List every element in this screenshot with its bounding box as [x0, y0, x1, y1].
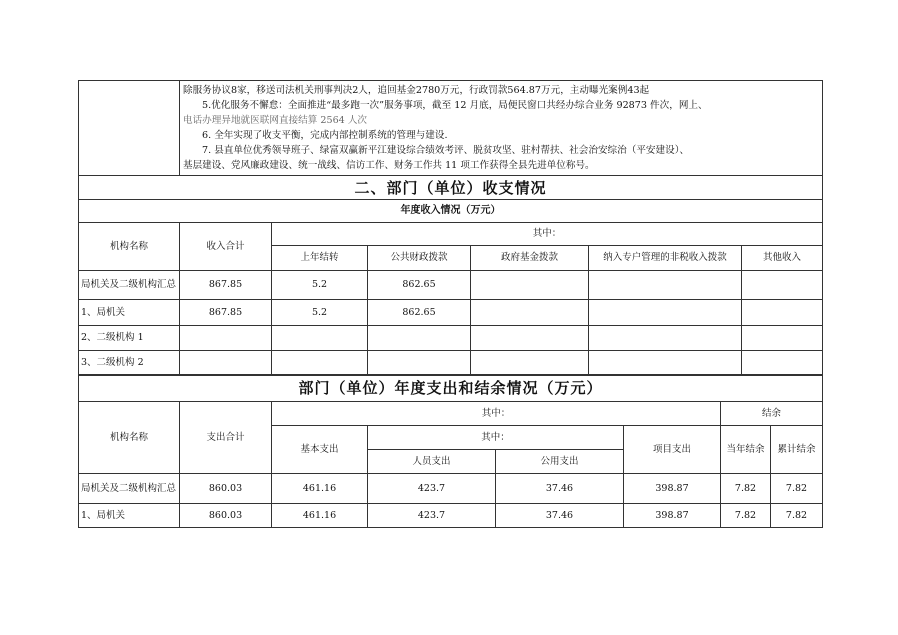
- table-row: [79, 504, 823, 528]
- expense-section-title: 部门（单位）年度支出和结余情况（万元）: [79, 375, 823, 402]
- cell-project: 398.87: [624, 474, 721, 504]
- intro-line: 除服务协议8家，移送司法机关刑事判决2人，追回基金2780万元，行政罚款564.87万元，主动曝光案例43起: [183, 85, 650, 96]
- header-personnel: 人员支出: [368, 450, 496, 474]
- cell-prev: [272, 326, 368, 351]
- header-org: 机构名称: [79, 402, 180, 474]
- cell-fiscal: [368, 351, 471, 376]
- header-fiscal: 公共财政拨款: [368, 246, 471, 271]
- cell-cum-balance: 7.82: [771, 474, 823, 504]
- cell-gov-fund: [471, 271, 589, 300]
- header-prev: 上年结转: [272, 246, 368, 271]
- cell-nontax: [589, 326, 742, 351]
- cell-nontax: [589, 300, 742, 326]
- cell-total: [180, 351, 272, 376]
- intro-text-cell: [180, 81, 823, 176]
- cell-public: 37.46: [496, 504, 624, 528]
- cell-org: 局机关及二级机构汇总: [79, 271, 180, 300]
- header-basic: 基本支出: [272, 426, 368, 474]
- cell-basic: 461.16: [272, 504, 368, 528]
- expense-table: [78, 374, 823, 528]
- table-row: [79, 326, 823, 351]
- intro-line: 基层建设、党风廉政建设、统一战线、信访工作、财务工作共 11 项工作获得全县先进单位称号。: [183, 160, 595, 171]
- cell-other: [742, 351, 823, 376]
- cell-gov-fund: [471, 300, 589, 326]
- section-title: 二、部门（单位）收支情况: [79, 176, 823, 200]
- table-row: [79, 351, 823, 376]
- header-row: [79, 223, 823, 246]
- intro-line: 5.优化服务不懈怠：全面推进“最多跑一次”服务事项，截至 12 月底，局便民窗口共经办综合业务 92873 件次，网上、: [202, 100, 708, 111]
- cell-other: [742, 271, 823, 300]
- cell-cum-balance: 7.82: [771, 504, 823, 528]
- header-project: 项目支出: [624, 426, 721, 474]
- section-title-row: [79, 176, 823, 200]
- intro-line: 电话办理异地就医联网直接结算 2564 人次: [183, 115, 368, 126]
- header-nontax: 纳入专户管理的非税收入拨款: [589, 246, 742, 271]
- cell-total: 867.85: [180, 271, 272, 300]
- cell-total: 860.03: [180, 474, 272, 504]
- cell-gov-fund: [471, 351, 589, 376]
- cell-fiscal: [368, 326, 471, 351]
- table-row: [79, 271, 823, 300]
- header-other: 其他收入: [742, 246, 823, 271]
- header-gov-fund: 政府基金拨款: [471, 246, 589, 271]
- income-table: [78, 80, 823, 376]
- cell-prev: [272, 351, 368, 376]
- cell-project: 398.87: [624, 504, 721, 528]
- income-subtitle: 年度收入情况（万元）: [79, 200, 823, 223]
- cell-public: 37.46: [496, 474, 624, 504]
- header-row: [79, 402, 823, 426]
- cell-total: 867.85: [180, 300, 272, 326]
- header-among: 其中：: [272, 402, 721, 426]
- intro-line: 7. 县直单位优秀领导班子、绿富双赢新平江建设综合绩效考评、脱贫攻坚、驻村帮扶、社会治安综治（平安建设）、: [202, 145, 690, 156]
- section-title-row: [79, 375, 823, 402]
- cell-year-balance: 7.82: [721, 474, 771, 504]
- table-row: [79, 300, 823, 326]
- cell-org: 1、局机关: [79, 300, 180, 326]
- header-public: 公用支出: [496, 450, 624, 474]
- cell-prev: 5.2: [272, 300, 368, 326]
- cell-prev: 5.2: [272, 271, 368, 300]
- cell-total: [180, 326, 272, 351]
- header-total: 收入合计: [180, 223, 272, 271]
- cell-nontax: [589, 351, 742, 376]
- header-cum-balance: 累计结余: [771, 426, 823, 474]
- header-total: 支出合计: [180, 402, 272, 474]
- cell-personnel: 423.7: [368, 474, 496, 504]
- subtitle-row: [79, 200, 823, 223]
- intro-left-cell: [79, 81, 180, 176]
- cell-nontax: [589, 271, 742, 300]
- cell-year-balance: 7.82: [721, 504, 771, 528]
- intro-line: 6. 全年实现了收支平衡，完成内部控制系统的管理与建设.: [202, 130, 448, 141]
- cell-org: 1、局机关: [79, 504, 180, 528]
- cell-basic: 461.16: [272, 474, 368, 504]
- cell-total: 860.03: [180, 504, 272, 528]
- header-balance: 结余: [721, 402, 823, 426]
- header-among2: 其中：: [368, 426, 624, 450]
- cell-org: 3、二级机构 2: [79, 351, 180, 376]
- intro-row: [79, 81, 823, 176]
- cell-other: [742, 300, 823, 326]
- cell-fiscal: 862.65: [368, 300, 471, 326]
- cell-org: 局机关及二级机构汇总: [79, 474, 180, 504]
- table-row: [79, 474, 823, 504]
- cell-other: [742, 326, 823, 351]
- cell-org: 2、二级机构 1: [79, 326, 180, 351]
- header-year-balance: 当年结余: [721, 426, 771, 474]
- cell-gov-fund: [471, 326, 589, 351]
- cell-personnel: 423.7: [368, 504, 496, 528]
- cell-fiscal: 862.65: [368, 271, 471, 300]
- header-org: 机构名称: [79, 223, 180, 271]
- header-among: 其中：: [272, 223, 823, 246]
